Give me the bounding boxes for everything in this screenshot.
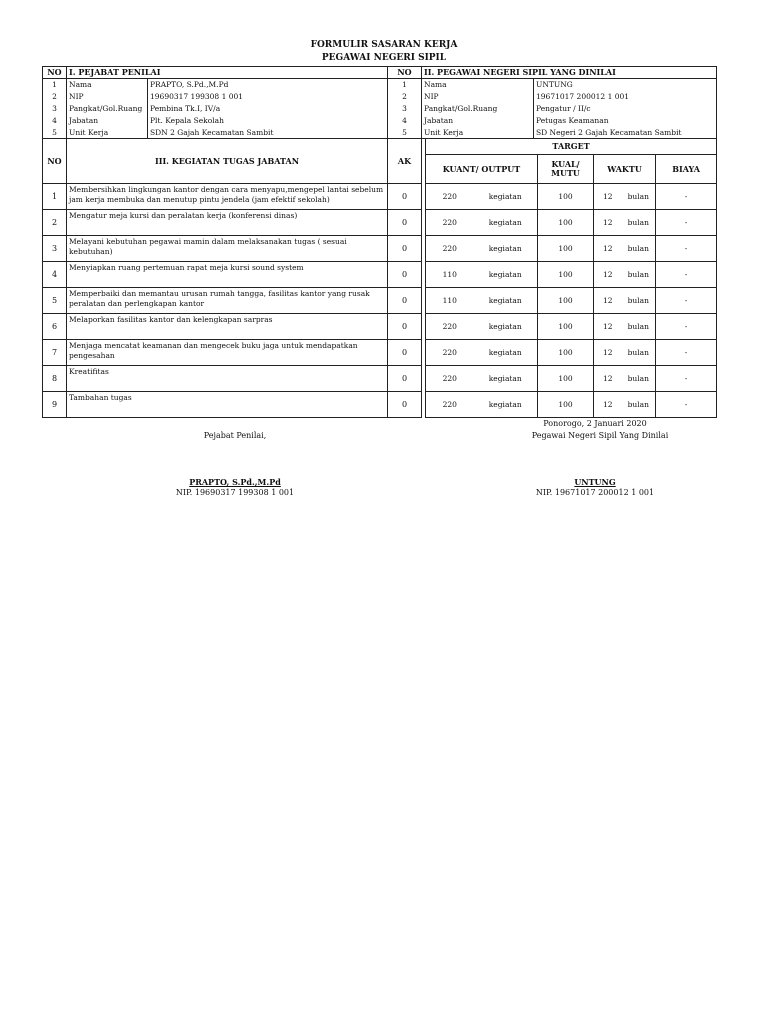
row-kegiatan: Menyiapkan ruang pertemuan rapat meja kursi sound system	[67, 262, 388, 288]
row-output: kegiatan	[474, 392, 538, 418]
pegawai-dinilai-header: II. PEGAWAI NEGERI SIPIL YANG DINILAI	[422, 67, 717, 79]
row-no: 9	[43, 392, 67, 418]
dinilai-row-no: 5	[388, 127, 422, 139]
penilai-row-no: 5	[43, 127, 67, 139]
penilai-field-value: SDN 2 Gajah Kecamatan Sambit	[148, 127, 388, 139]
kual-label: KUAL/	[551, 159, 580, 169]
row-kual: 100	[538, 210, 594, 236]
row-kuant: 220	[426, 340, 474, 366]
table-row	[43, 210, 717, 236]
table-row	[43, 288, 717, 314]
pejabat-penilai-header: I. PEJABAT PENILAI	[67, 67, 388, 79]
dinilai-role: Pegawai Negeri Sipil Yang Dinilai	[531, 431, 669, 440]
mutu-label: MUTU	[551, 168, 580, 178]
row-biaya: -	[656, 210, 717, 236]
row-waktu: 12	[594, 288, 622, 314]
row-output: kegiatan	[474, 184, 538, 210]
row-kual: 100	[538, 184, 594, 210]
row-ak: 0	[388, 392, 422, 418]
dinilai-row-no: 3	[388, 103, 422, 115]
penilai-row-no: 1	[43, 79, 67, 91]
row-kuant: 220	[426, 184, 474, 210]
row-kegiatan: Mengatur meja kursi dan peralatan kerja (konferensi dinas)	[67, 210, 388, 236]
identity-row	[43, 79, 717, 91]
row-biaya: -	[656, 184, 717, 210]
row-satuan: bulan	[622, 392, 656, 418]
row-output: kegiatan	[474, 314, 538, 340]
place-date: Ponorogo, 2 Januari 2020	[543, 419, 647, 428]
dinilai-field-label: NIP	[422, 91, 534, 103]
row-no: 2	[43, 210, 67, 236]
row-waktu: 12	[594, 210, 622, 236]
row-kual: 100	[538, 366, 594, 392]
row-kuant: 220	[426, 366, 474, 392]
row-kegiatan: Memperbaiki dan memantau urusan rumah tangga, fasilitas kantor yang rusak peralatan dan perlengkapan kantor	[67, 288, 388, 314]
identity-row	[43, 115, 717, 127]
row-waktu: 12	[594, 314, 622, 340]
identity-row	[43, 91, 717, 103]
row-no: 7	[43, 340, 67, 366]
identity-row	[43, 103, 717, 115]
row-kegiatan: Tambahan tugas	[67, 392, 388, 418]
biaya-header: BIAYA	[656, 155, 717, 184]
dinilai-field-label: Jabatan	[422, 115, 534, 127]
row-biaya: -	[656, 366, 717, 392]
row-waktu: 12	[594, 236, 622, 262]
row-kuant: 110	[426, 288, 474, 314]
row-no: 1	[43, 184, 67, 210]
dinilai-nip: NIP. 19671017 200012 1 001	[535, 488, 655, 497]
row-satuan: bulan	[622, 366, 656, 392]
dinilai-field-label: Nama	[422, 79, 534, 91]
row-biaya: -	[656, 392, 717, 418]
row-waktu: 12	[594, 392, 622, 418]
kuant-output-header: KUANT/ OUTPUT	[426, 155, 538, 184]
penilai-row-no: 3	[43, 103, 67, 115]
identity-no-header: NO	[388, 67, 422, 79]
row-kegiatan: Melayani kebutuhan pegawai mamin dalam melaksanakan tugas ( sesuai kebutuhan)	[67, 236, 388, 262]
row-kuant: 220	[426, 210, 474, 236]
table-row	[43, 262, 717, 288]
row-kual: 100	[538, 392, 594, 418]
row-no: 3	[43, 236, 67, 262]
penilai-field-label: Jabatan	[67, 115, 148, 127]
dinilai-field-value: SD Negeri 2 Gajah Kecamatan Sambit	[534, 127, 717, 139]
row-satuan: bulan	[622, 262, 656, 288]
row-ak: 0	[388, 366, 422, 392]
row-ak: 0	[388, 184, 422, 210]
dinilai-name: UNTUNG	[574, 477, 616, 487]
row-output: kegiatan	[474, 262, 538, 288]
row-kegiatan: Membersihkan lingkungan kantor dengan cara menyapu,mengepel lantai sebelum jam kerja membuka dan menutup pintu jendela (jam efektif sekolah)	[67, 184, 388, 210]
form-subtitle: PEGAWAI NEGERI SIPIL	[321, 53, 447, 63]
row-ak: 0	[388, 262, 422, 288]
row-kual: 100	[538, 236, 594, 262]
row-biaya: -	[656, 314, 717, 340]
row-kual: 100	[538, 314, 594, 340]
row-kuant: 220	[426, 236, 474, 262]
kegiatan-column-header: III. KEGIATAN TUGAS JABATAN	[67, 139, 388, 184]
dinilai-field-value: UNTUNG	[534, 79, 717, 91]
row-satuan: bulan	[622, 340, 656, 366]
activities-table	[42, 138, 717, 418]
waktu-header: WAKTU	[594, 155, 656, 184]
row-output: kegiatan	[474, 340, 538, 366]
row-no: 6	[43, 314, 67, 340]
penilai-field-label: Pangkat/Gol.Ruang	[67, 103, 148, 115]
target-column-header: TARGET	[426, 139, 717, 155]
row-kual: 100	[538, 262, 594, 288]
row-kegiatan: Melaporkan fasilitas kantor dan kelengkapan sarpras	[67, 314, 388, 340]
penilai-field-label: Unit Kerja	[67, 127, 148, 139]
row-ak: 0	[388, 340, 422, 366]
penilai-field-label: Nama	[67, 79, 148, 91]
table-row	[43, 340, 717, 366]
penilai-role: Pejabat Penilai,	[203, 431, 267, 440]
dinilai-row-no: 1	[388, 79, 422, 91]
row-output: kegiatan	[474, 366, 538, 392]
dinilai-row-no: 4	[388, 115, 422, 127]
row-kegiatan: Menjaga mencatat keamanan dan mengecek buku jaga untuk mendapatkan pengesahan	[67, 340, 388, 366]
no-column-header: NO	[43, 139, 67, 184]
kual-mutu-header	[538, 155, 594, 184]
row-no: 4	[43, 262, 67, 288]
row-kual: 100	[538, 288, 594, 314]
row-ak: 0	[388, 288, 422, 314]
row-satuan: bulan	[622, 236, 656, 262]
penilai-nip: NIP. 19690317 199308 1 001	[175, 488, 295, 497]
identity-table	[42, 66, 717, 139]
row-no: 8	[43, 366, 67, 392]
row-ak: 0	[388, 210, 422, 236]
row-waktu: 12	[594, 366, 622, 392]
penilai-field-value: Plt. Kepala Sekolah	[148, 115, 388, 127]
table-row	[43, 236, 717, 262]
row-output: kegiatan	[474, 288, 538, 314]
dinilai-field-label: Unit Kerja	[422, 127, 534, 139]
penilai-row-no: 2	[43, 91, 67, 103]
row-waktu: 12	[594, 340, 622, 366]
penilai-field-value: 19690317 199308 1 001	[148, 91, 388, 103]
dinilai-field-value: Pengatur / II/c	[534, 103, 717, 115]
row-biaya: -	[656, 288, 717, 314]
row-satuan: bulan	[622, 210, 656, 236]
table-row	[43, 184, 717, 210]
penilai-field-label: NIP	[67, 91, 148, 103]
row-biaya: -	[656, 340, 717, 366]
row-output: kegiatan	[474, 236, 538, 262]
row-satuan: bulan	[622, 184, 656, 210]
row-kuant: 220	[426, 392, 474, 418]
identity-row	[43, 127, 717, 139]
row-ak: 0	[388, 236, 422, 262]
dinilai-field-label: Pangkat/Gol.Ruang	[422, 103, 534, 115]
identity-no-header: NO	[43, 67, 67, 79]
table-row	[43, 392, 717, 418]
form-title: FORMULIR SASARAN KERJA	[310, 40, 458, 50]
penilai-field-value: PRAPTO, S.Pd.,M.Pd	[148, 79, 388, 91]
row-kegiatan: Kreatifitas	[67, 366, 388, 392]
row-kual: 100	[538, 340, 594, 366]
dinilai-row-no: 2	[388, 91, 422, 103]
penilai-row-no: 4	[43, 115, 67, 127]
dinilai-field-value: Petugas Keamanan	[534, 115, 717, 127]
row-no: 5	[43, 288, 67, 314]
table-row	[43, 314, 717, 340]
ak-column-header: AK	[388, 139, 422, 184]
row-satuan: bulan	[622, 314, 656, 340]
dinilai-field-value: 19671017 200012 1 001	[534, 91, 717, 103]
row-output: kegiatan	[474, 210, 538, 236]
row-ak: 0	[388, 314, 422, 340]
table-row	[43, 366, 717, 392]
row-kuant: 220	[426, 314, 474, 340]
row-waktu: 12	[594, 262, 622, 288]
row-kuant: 110	[426, 262, 474, 288]
row-biaya: -	[656, 262, 717, 288]
row-satuan: bulan	[622, 288, 656, 314]
penilai-field-value: Pembina Tk.I, IV/a	[148, 103, 388, 115]
row-biaya: -	[656, 236, 717, 262]
penilai-name: PRAPTO, S.Pd.,M.Pd	[189, 477, 281, 487]
row-waktu: 12	[594, 184, 622, 210]
